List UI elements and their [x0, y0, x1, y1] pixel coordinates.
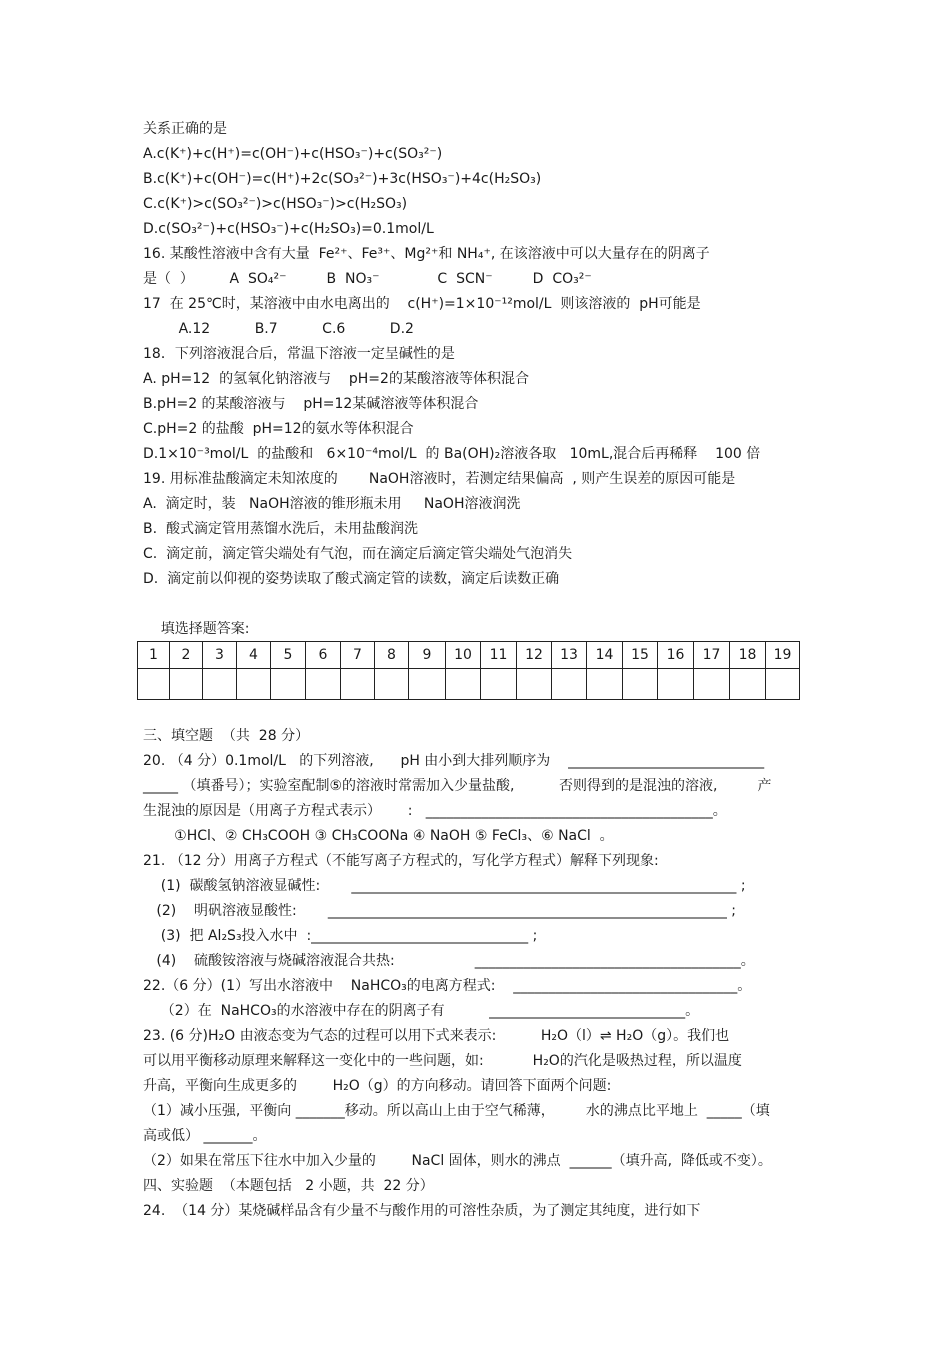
text-line: (3) 把 Al₂S₃投入水中 :_______________________________ ;: [143, 928, 538, 944]
answer-cell-blank[interactable]: [623, 669, 658, 700]
answer-cell-blank[interactable]: [375, 669, 409, 700]
text-line: （1）减小压强, 平衡向 _______移动。所以高山上由于空气稀薄， 水的沸点比平地上 _____（填: [143, 1103, 770, 1119]
text-line: C. 滴定前，滴定管尖端处有气泡，而在滴定后滴定管尖端处气泡消失: [143, 546, 573, 562]
answer-cell-number: 2: [170, 642, 203, 669]
answer-cell-number: 18: [730, 642, 766, 669]
answer-cell-blank[interactable]: [409, 669, 446, 700]
answer-cell-blank[interactable]: [481, 669, 517, 700]
answer-table: [137, 641, 800, 700]
answer-cell-number: 15: [623, 642, 658, 669]
answer-cell-blank[interactable]: [517, 669, 552, 700]
text-line: C.pH=2 的盐酸 pH=12的氨水等体积混合: [143, 421, 414, 437]
text-line: ①HCl、② CH₃COOH ③ CH₃COONa ④ NaOH ⑤ FeCl₃、⑥ NaCl 。: [143, 828, 614, 844]
answer-cell-number: 4: [237, 642, 271, 669]
text-line: 填选择题答案:: [143, 621, 250, 637]
text-line: B.pH=2 的某酸溶液与 pH=12某碱溶液等体积混合: [143, 396, 479, 412]
answer-cell-blank[interactable]: [306, 669, 341, 700]
text-line: B.c(K⁺)+c(OH⁻)=c(H⁺)+2c(SO₃²⁻)+3c(HSO₃⁻)+4c(H₂SO₃): [143, 171, 542, 187]
text-line: （2）如果在常压下往水中加入少量的 NaCl 固体，则水的沸点 ______（填升高, 降低或不变）。: [143, 1153, 772, 1169]
text-line: 23. (6 分)H₂O 由液态变为气态的过程可以用下式来表示: H₂O（l）⇌ H₂O（g）。我们也: [143, 1028, 730, 1044]
answer-cell-blank[interactable]: [694, 669, 730, 700]
answer-cell-blank[interactable]: [552, 669, 587, 700]
text-line: 生混浊的原因是（用离子方程式表示） : _________________________________________。: [143, 803, 727, 819]
text-line: 可以用平衡移动原理来解释这一变化中的一些问题，如: H₂O的汽化是吸热过程，所以温度: [143, 1053, 742, 1069]
answer-cell-number: 14: [587, 642, 623, 669]
section-heading: 四、实验题 （本题包括 2 小题，共 22 分）: [143, 1178, 434, 1194]
text-line: （2）在 NaHCO₃的水溶液中存在的阴离子有 ____________________________。: [143, 1003, 700, 1019]
text-line: (2) 明矾溶液显酸性: _________________________________________________________ ;: [143, 903, 737, 919]
text-line: 关系正确的是: [143, 121, 227, 137]
answer-cell-number: 9: [409, 642, 446, 669]
answer-cell-number: 7: [341, 642, 375, 669]
section-heading: 三、填空题 （共 28 分）: [143, 728, 310, 744]
text-line: D.1×10⁻³mol/L 的盐酸和 6×10⁻⁴mol/L 的 Ba(OH)₂溶液各取 10mL,混合后再稀释 100 倍: [143, 446, 761, 462]
text-line: _____ （填番号）；实验室配制⑤的溶液时常需加入少量盐酸, 否则得到的是混浊的溶液, 产: [143, 778, 772, 794]
text-line: A.12 B.7 C.6 D.2: [143, 321, 414, 337]
answer-cell-number: 16: [658, 642, 694, 669]
text-line: B. 酸式滴定管用蒸馏水洗后，未用盐酸润洗: [143, 521, 418, 537]
text-line: 21. （12 分）用离子方程式（不能写离子方程式的，写化学方程式）解释下列现象:: [143, 853, 659, 869]
answer-cell-blank[interactable]: [237, 669, 271, 700]
answer-cell-blank[interactable]: [203, 669, 237, 700]
answer-cell-blank[interactable]: [658, 669, 694, 700]
text-line: 升高，平衡向生成更多的 H₂O（g）的方向移动。请回答下面两个问题:: [143, 1078, 612, 1094]
answer-cell-blank[interactable]: [730, 669, 766, 700]
text-line: 高或低） _______。: [143, 1128, 267, 1144]
answer-cell-number: 13: [552, 642, 587, 669]
text-line: D.c(SO₃²⁻)+c(HSO₃⁻)+c(H₂SO₃)=0.1mol/L: [143, 221, 434, 237]
text-line: D. 滴定前以仰视的姿势读取了酸式滴定管的读数，滴定后读数正确: [143, 571, 560, 587]
answer-cell-number: 11: [481, 642, 517, 669]
answer-cell-number: 17: [694, 642, 730, 669]
answer-cell-blank[interactable]: [587, 669, 623, 700]
text-line: (1) 碳酸氢钠溶液显碱性: _______________________________________________________ ;: [143, 878, 746, 894]
text-line: A. pH=12 的氢氧化钠溶液与 pH=2的某酸溶液等体积混合: [143, 371, 529, 387]
text-line: 16. 某酸性溶液中含有大量 Fe²⁺、Fe³⁺、Mg²⁺和 NH₄⁺, 在该溶液中可以大量存在的阴离子: [143, 246, 710, 262]
text-line: 20. （4 分）0.1mol/L 的下列溶液, pH 由小到大排列顺序为 ____________________________: [143, 753, 765, 769]
text-line: 24. （14 分）某烧碱样品含有少量不与酸作用的可溶性杂质，为了测定其纯度，进行如下: [143, 1203, 701, 1219]
answer-cell-blank[interactable]: [766, 669, 800, 700]
answer-cell-number: 10: [446, 642, 481, 669]
answer-table-blank-row: [138, 669, 800, 700]
answer-table-header-row: [138, 642, 800, 669]
text-line: (4) 硫酸铵溶液与烧碱溶液混合共热: ______________________________________。: [143, 953, 755, 969]
answer-cell-blank[interactable]: [446, 669, 481, 700]
answer-cell-number: 1: [138, 642, 170, 669]
answer-cell-number: 19: [766, 642, 800, 669]
text-line: 18．下列溶液混合后，常温下溶液一定呈碱性的是: [143, 346, 455, 362]
answer-cell-blank[interactable]: [138, 669, 170, 700]
answer-cell-number: 8: [375, 642, 409, 669]
text-line: C.c(K⁺)>c(SO₃²⁻)>c(HSO₃⁻)>c(H₂SO₃): [143, 196, 408, 212]
text-line: A. 滴定时，装 NaOH溶液的锥形瓶未用 NaOH溶液润洗: [143, 496, 521, 512]
answer-cell-blank[interactable]: [271, 669, 306, 700]
answer-cell-blank[interactable]: [341, 669, 375, 700]
text-line: A.c(K⁺)+c(H⁺)=c(OH⁻)+c(HSO₃⁻)+c(SO₃²⁻): [143, 146, 443, 162]
text-line: 19. 用标准盐酸滴定未知浓度的 NaOH溶液时，若测定结果偏高 , 则产生误差的原因可能是: [143, 471, 736, 487]
answer-cell-number: 5: [271, 642, 306, 669]
answer-cell-number: 6: [306, 642, 341, 669]
text-line: 是（ ） A SO₄²⁻ B NO₃⁻ C SCN⁻ D CO₃²⁻: [143, 271, 592, 287]
text-line: 22.（6 分）(1）写出水溶液中 NaHCO₃的电离方程式: ________________________________。: [143, 978, 752, 994]
answer-cell-blank[interactable]: [170, 669, 203, 700]
answer-cell-number: 3: [203, 642, 237, 669]
answer-cell-number: 12: [517, 642, 552, 669]
text-line: 17 在 25℃时，某溶液中由水电离出的 c(H⁺)=1×10⁻¹²mol/L 则该溶液的 pH可能是: [143, 296, 701, 312]
